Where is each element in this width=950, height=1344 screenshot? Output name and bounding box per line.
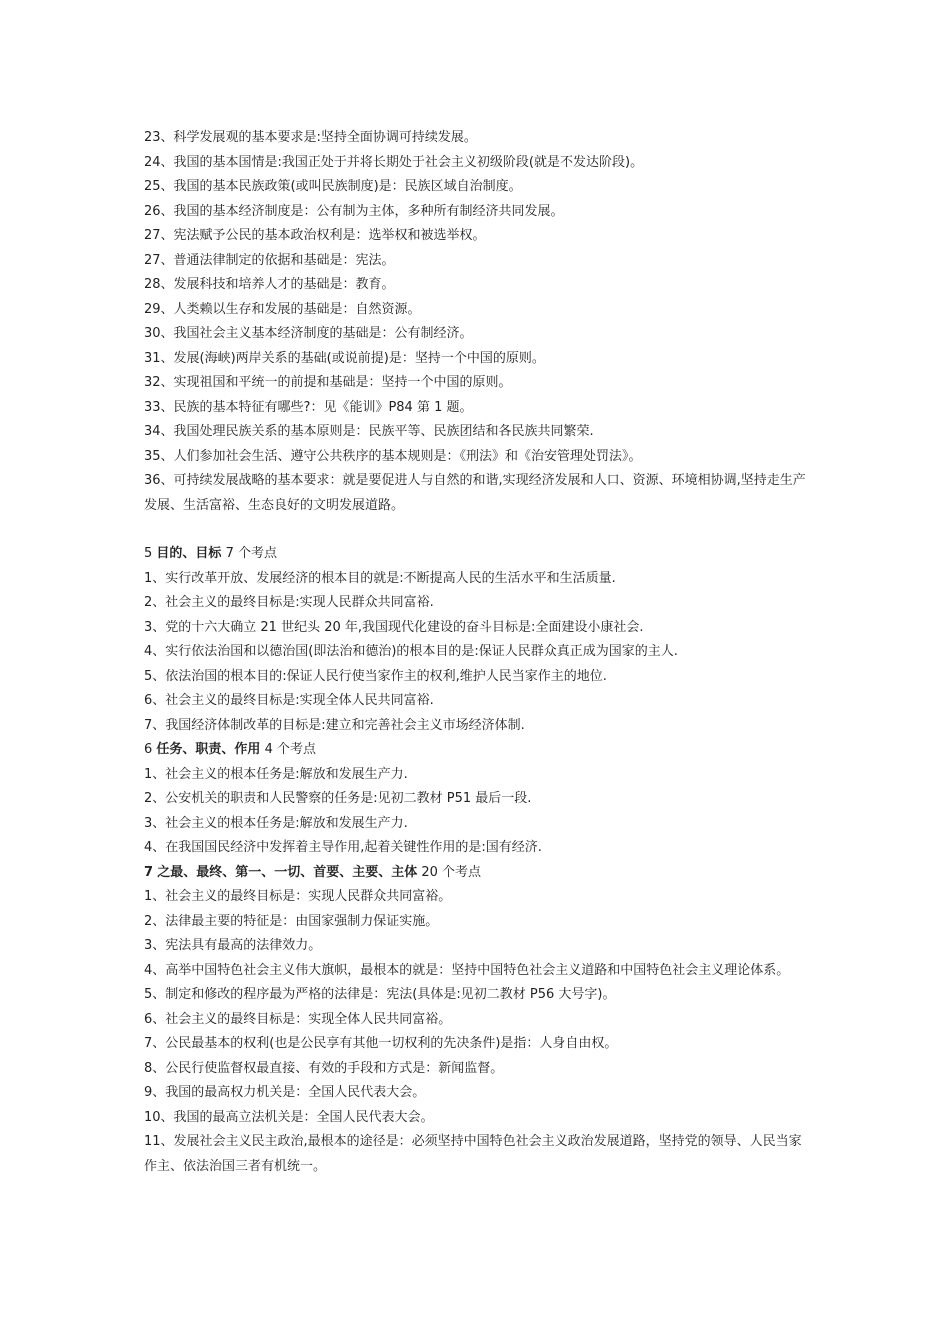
list-item: 23、科学发展观的基本要求是:坚持全面协调可持续发展。 (144, 130, 477, 145)
list-item: 11、发展社会主义民主政治,最根本的途径是：必须坚持中国特色社会主义政治发展道路，坚持党的领导、人民当家作主、依法治国三者有机统一。 (144, 1134, 802, 1174)
spacer (144, 518, 809, 542)
list-item: 10、我国的最高立法机关是：全国人民代表大会。 (144, 1109, 434, 1125)
list-item: 35、人们参加社会生活、遵守公共秩序的基本规则是：《刑法》和《治安管理处罚法》。 (144, 448, 642, 464)
list-item: 32、实现祖国和平统一的前提和基础是：坚持一个中国的原则。 (144, 375, 512, 390)
section-count: 4 个考点 (264, 742, 316, 757)
list-item: 3、社会主义的根本任务是:解放和发展生产力. (144, 815, 408, 831)
section-6 (144, 738, 809, 861)
list-item: 2、公安机关的职责和人民警察的任务是:见初二教材 P51 最后一段. (144, 791, 532, 806)
list-item: 36、可持续发展战略的基本要求：就是要促进人与自然的和谐,实现经济发展和人口、资源、环境相协调,坚持走生产发展、生活富裕、生态良好的文明发展道路。 (144, 473, 806, 513)
section-number: 5 (144, 546, 153, 561)
list-item: 26、我国的基本经济制度是：公有制为主体，多种所有制经济共同发展。 (144, 203, 564, 219)
section-7 (144, 861, 809, 1180)
list-item: 1、社会主义的最终目标是：实现人民群众共同富裕。 (144, 889, 452, 904)
section-heading (144, 542, 809, 567)
list-item: 27、普通法律制定的依据和基础是：宪法。 (144, 252, 395, 268)
list-item: 6、社会主义的最终目标是：实现全体人民共同富裕。 (144, 1011, 452, 1027)
section-number: 6 (144, 742, 153, 757)
list-item: 3、宪法具有最高的法律效力。 (144, 938, 322, 953)
list-item: 6、社会主义的最终目标是:实现全体人民共同富裕. (144, 693, 434, 708)
list-item: 34、我国处理民族关系的基本原则是：民族平等、民族团结和各民族共同繁荣. (144, 424, 594, 439)
list-item: 7、我国经济体制改革的目标是:建立和完善社会主义市场经济体制. (144, 717, 525, 733)
list-item: 5、依法治国的根本目的:保证人民行使当家作主的权利,维护人民当家作主的地位. (144, 668, 607, 684)
list-item: 31、发展(海峡)两岸关系的基础(或说前提)是：坚持一个中国的原则。 (144, 350, 545, 366)
section-heading (144, 738, 809, 763)
section-number: 7 (144, 864, 154, 880)
list-item: 9、我国的最高权力机关是：全国人民代表大会。 (144, 1085, 426, 1100)
list-item: 5、制定和修改的程序最为严格的法律是：宪法(具体是:见初二教材 P56 大号字)。 (144, 987, 616, 1002)
list-item: 28、发展科技和培养人才的基础是：教育。 (144, 277, 395, 292)
section-heading (144, 861, 809, 886)
document-page (144, 126, 809, 1179)
section-count: 20 个考点 (421, 864, 482, 880)
list-item: 1、社会主义的根本任务是:解放和发展生产力. (144, 766, 408, 782)
list-item: 2、社会主义的最终目标是:实现人民群众共同富裕. (144, 595, 434, 610)
section-title: 任务、职责、作用 (156, 742, 261, 757)
list-item: 1、实行改革开放、发展经济的根本目的就是:不断提高人民的生活水平和生活质量. (144, 570, 616, 586)
list-item: 2、法律最主要的特征是：由国家强制力保证实施。 (144, 913, 439, 929)
list-item: 30、我国社会主义基本经济制度的基础是：公有制经济。 (144, 326, 473, 341)
section-title: 目的、目标 (156, 546, 222, 561)
list-item: 7、公民最基本的权利(也是公民享有其他一切权利的先决条件)是指：人身自由权。 (144, 1036, 618, 1051)
list-item: 29、人类赖以生存和发展的基础是：自然资源。 (144, 301, 421, 317)
list-item: 3、党的十六大确立 21 世纪头 20 年,我国现代化建设的奋斗目标是:全面建设小康社会. (144, 619, 644, 635)
list-item: 4、高举中国特色社会主义伟大旗帜，最根本的就是：坚持中国特色社会主义道路和中国特色社会主义理论体系。 (144, 962, 790, 978)
section-title: 之最、最终、第一、一切、首要、主要、主体 (157, 864, 418, 880)
list-item: 8、公民行使监督权最直接、有效的手段和方式是：新闻监督。 (144, 1060, 504, 1076)
list-item: 33、民族的基本特征有哪些?：见《能训》P84 第 1 题。 (144, 399, 473, 415)
section-count: 7 个考点 (225, 546, 277, 561)
section-5 (144, 542, 809, 738)
list-item: 4、实行依法治国和以德治国(即法治和德治)的根本目的是:保证人民群众真正成为国家的主人. (144, 644, 678, 659)
list-item: 25、我国的基本民族政策(或叫民族制度)是：民族区域自治制度。 (144, 179, 522, 194)
section-intro-list (144, 126, 809, 518)
list-item: 24、我国的基本国情是:我国正处于并将长期处于社会主义初级阶段(就是不发达阶段)。 (144, 154, 644, 170)
list-item: 27、宪法赋予公民的基本政治权利是：选举权和被选举权。 (144, 228, 486, 243)
list-item: 4、在我国国民经济中发挥着主导作用,起着关键性作用的是:国有经济. (144, 840, 542, 855)
